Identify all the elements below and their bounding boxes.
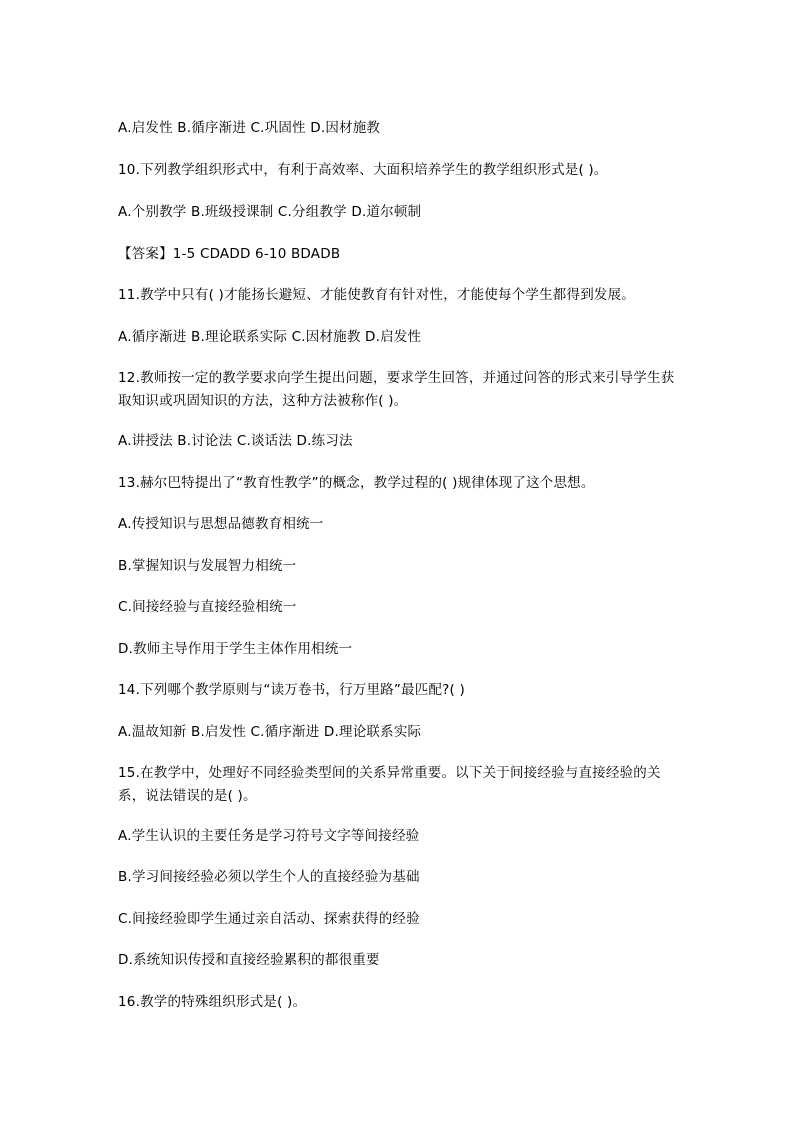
q15-option-a: A.学生认识的主要任务是学习符号文字等间接经验	[118, 828, 420, 844]
q15-question: 15.在教学中，处理好不同经验类型间的关系异常重要。以下关于间接经验与直接经验的关系，说法错误的是( )。	[118, 765, 661, 804]
q13-option-d: D.教师主导作用于学生主体作用相统一	[118, 641, 353, 657]
q14-options: A.温故知新 B.启发性 C.循序渐进 D.理论联系实际	[118, 724, 422, 740]
q12-question: 12.教师按一定的教学要求向学生提出问题，要求学生回答，并通过问答的形式来引导学生获取知识或巩固知识的方法，这种方法被称作( )。	[118, 370, 675, 409]
q13-option-c: C.间接经验与直接经验相统一	[118, 599, 297, 615]
q9-options: A.启发性 B.循序渐进 C.巩固性 D.因材施教	[118, 120, 381, 136]
q16-question: 16.教学的特殊组织形式是( )。	[118, 994, 307, 1010]
q10-question: 10.下列教学组织形式中，有利于高效率、大面积培养学生的教学组织形式是( )。	[118, 162, 608, 178]
q10-options: A.个别教学 B.班级授课制 C.分组教学 D.道尔顿制	[118, 204, 422, 220]
q11-options: A.循序渐进 B.理论联系实际 C.因材施教 D.启发性	[118, 329, 422, 345]
answer-key: 【答案】1-5 CDADD 6-10 BDADB	[118, 246, 341, 262]
q11-question: 11.教学中只有( )才能扬长避短、才能使教育有针对性，才能使每个学生都得到发展。	[118, 287, 635, 303]
q15-option-b: B.学习间接经验必须以学生个人的直接经验为基础	[118, 869, 420, 885]
q13-question: 13.赫尔巴特提出了“教育性教学”的概念，教学过程的( )规律体现了这个思想。	[118, 475, 595, 491]
q15-option-c: C.间接经验即学生通过亲自活动、探索获得的经验	[118, 911, 420, 927]
q12-options: A.讲授法 B.讨论法 C.谈话法 D.练习法	[118, 433, 353, 449]
q13-option-a: A.传授知识与思想品德教育相统一	[118, 516, 324, 532]
q13-option-b: B.掌握知识与发展智力相统一	[118, 558, 297, 574]
q14-question: 14.下列哪个教学原则与“读万卷书，行万里路”最匹配?( )	[118, 682, 465, 698]
q15-option-d: D.系统知识传授和直接经验累积的都很重要	[118, 952, 380, 968]
